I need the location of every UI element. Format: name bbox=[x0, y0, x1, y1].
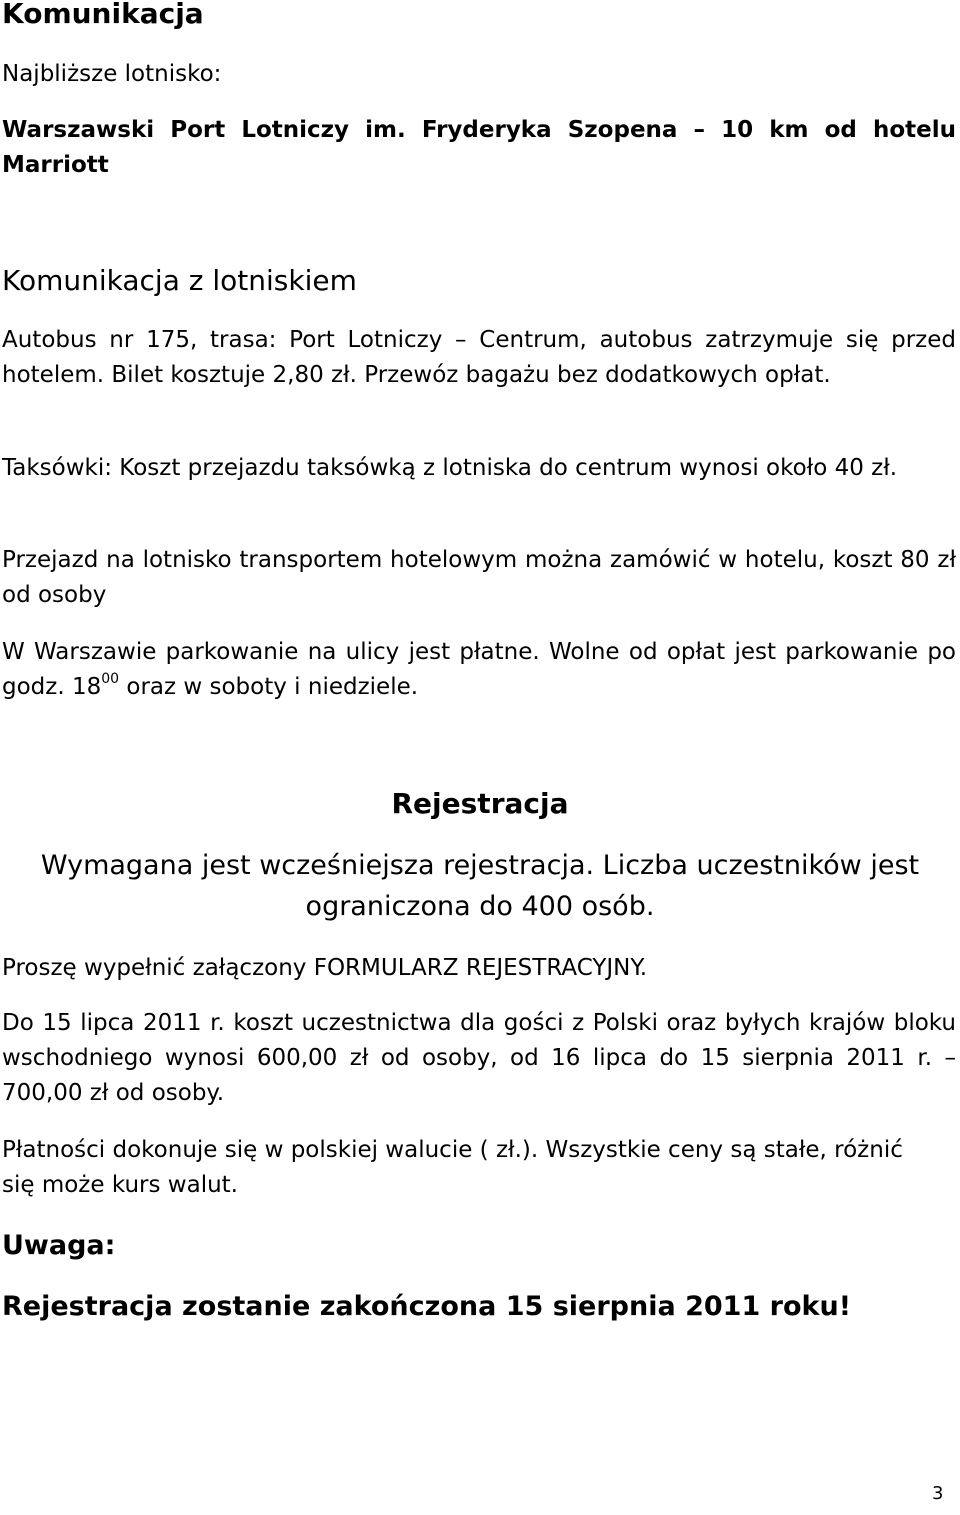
heading-komunikacja: Komunikacja bbox=[2, 0, 204, 30]
parking-info bbox=[2, 635, 956, 705]
page-number: 3 bbox=[932, 1483, 944, 1504]
form-request: Proszę wypełnić załączony FORMULARZ REJESTRACYJNY. bbox=[2, 955, 648, 981]
hotel-transport-info: Przejazd na lotnisko transportem hotelowym można zamówić w hotelu, koszt 80 zł od osoby bbox=[2, 547, 956, 608]
taxi-info: Taksówki: Koszt przejazdu taksówką z lotniska do centrum wynosi około 40 zł. bbox=[2, 455, 898, 481]
payment-info: Płatności dokonuje się w polskiej walucie ( zł.). Wszystkie ceny są stałe, różnić się może kurs walut. bbox=[2, 1137, 903, 1198]
bus-info: Autobus nr 175, trasa: Port Lotniczy – Centrum, autobus zatrzymuje się przed hotelem. Bilet kosztuje 2,80 zł. Przewóz bagażu bez dodatkowych opłat. bbox=[2, 327, 956, 388]
parking-text-end: oraz w soboty i niedziele. bbox=[119, 674, 419, 700]
heading-airport-transport: Komunikacja z lotniskiem bbox=[2, 264, 357, 297]
registration-required: Wymagana jest wcześniejsza rejestracja. Liczba uczestników jest ograniczona do 400 osób. bbox=[40, 850, 920, 922]
heading-registration: Rejestracja bbox=[391, 787, 569, 820]
fee-info: Do 15 lipca 2011 r. koszt uczestnictwa dla gości z Polski oraz byłych krajów bloku wschodniego wynosi 600,00 zł od osoby, od 16 lipca do 15 sierpnia 2011 r. – 700,00 zł od osoby. bbox=[2, 1010, 956, 1106]
note-label: Uwaga: bbox=[2, 1230, 116, 1261]
parking-hour-superscript: 00 bbox=[101, 671, 120, 688]
registration-deadline: Rejestracja zostanie zakończona 15 sierpnia 2011 roku! bbox=[2, 1291, 852, 1322]
nearest-airport-label: Najbliższe lotnisko: bbox=[2, 61, 222, 87]
airport-name: Warszawski Port Lotniczy im. Fryderyka Szopena – 10 km od hotelu Marriott bbox=[2, 117, 956, 178]
parking-text: W Warszawie parkowanie na ulicy jest płatne. Wolne od opłat jest parkowanie po godz. 18 bbox=[2, 639, 956, 700]
